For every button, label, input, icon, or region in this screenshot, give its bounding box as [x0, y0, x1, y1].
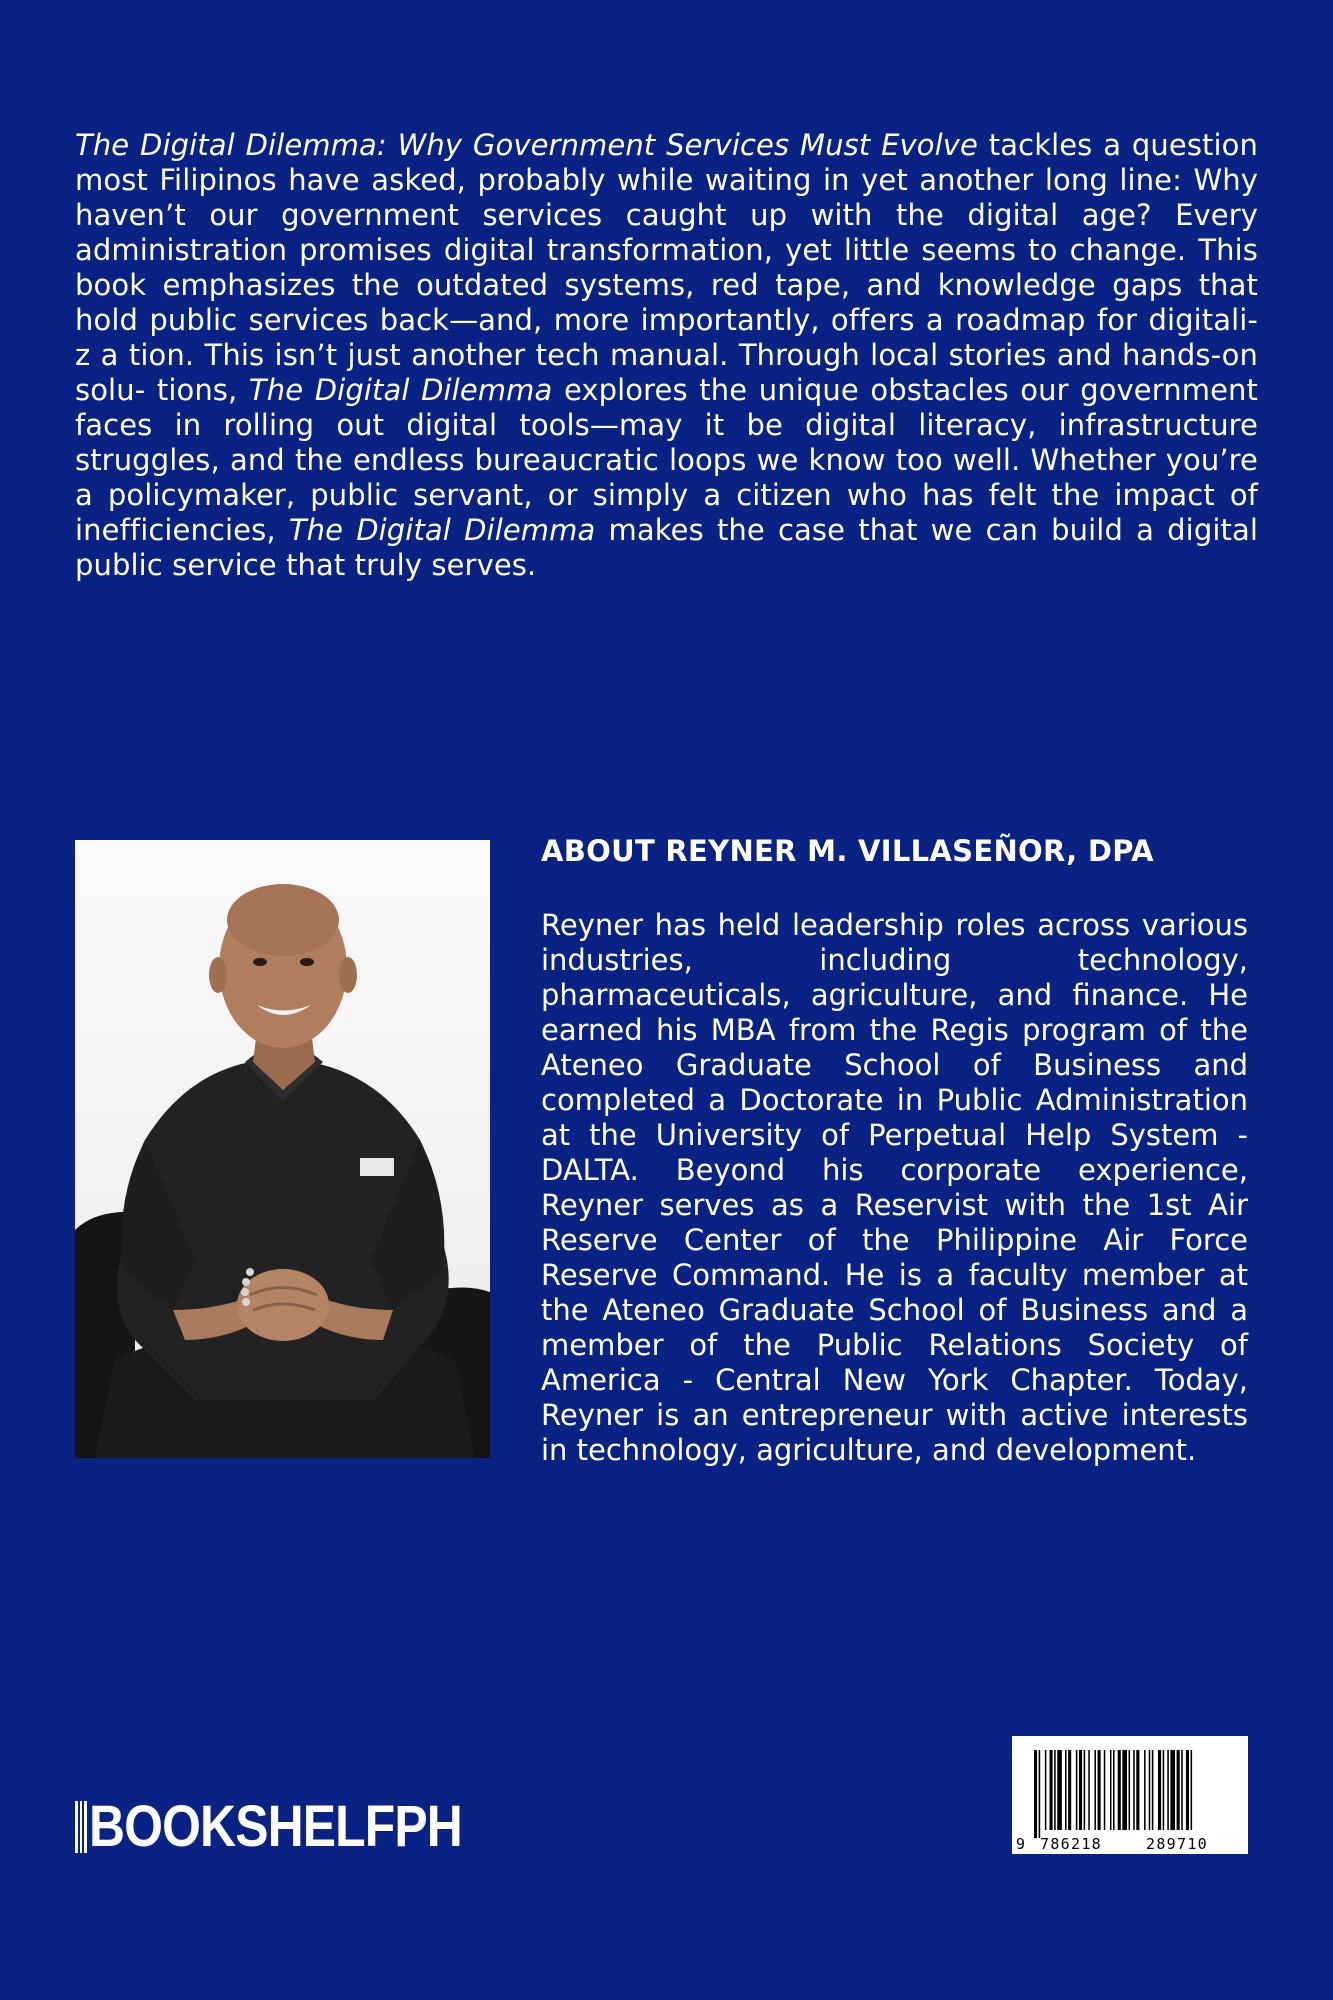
- isbn-barcode: [1012, 1736, 1248, 1854]
- book-spines-icon: [75, 1801, 87, 1853]
- barcode-bar: [1136, 1750, 1139, 1830]
- barcode-bar: [1034, 1750, 1037, 1838]
- barcode-bar: [1054, 1750, 1056, 1830]
- barcode-bar: [1110, 1750, 1112, 1830]
- blurb-text-part-1: tackles a question most Filipinos have asked, probably while waiting in yet another long line: Why haven’t our government services caught up with the digital age? Every administration promises digital transformation, yet little seems to change. This book emphasizes the outdated systems, red tape, and knowledge gaps that hold public services back—and, more importantly, offers a roadmap for digitali- z a tion. This isn’t just another tech manual. Through local stories and hands-on solu- tions,: [75, 128, 1258, 407]
- barcode-bar: [1050, 1750, 1053, 1830]
- barcode-bar: [1133, 1750, 1135, 1830]
- barcode-bar: [1098, 1750, 1101, 1830]
- blurb-book-title: The Digital Dilemma: Why Government Services Must Evolve: [75, 128, 978, 162]
- barcode-bar: [1129, 1750, 1131, 1830]
- barcode-digits-right: 289710: [1146, 1835, 1208, 1853]
- barcode-bar: [1068, 1750, 1071, 1830]
- barcode-bar: [1039, 1750, 1041, 1838]
- barcode-bar: [1163, 1750, 1165, 1830]
- barcode-bar: [1144, 1750, 1146, 1830]
- barcode-bar: [1057, 1750, 1062, 1830]
- publisher-logo-text: BOOKSHELFPH: [89, 1794, 462, 1859]
- barcode-bar: [1167, 1750, 1169, 1830]
- blurb-text-part-2: explores the unique obstacles our government faces in rolling out digital tools—may it be digital literacy, infrastructure struggles, and the endless bureaucratic loops we know too well. Whether you’re a policymaker, public servant, or simply a citizen who has felt the impact of inefficiencies,: [75, 373, 1258, 547]
- barcode-bar: [1104, 1750, 1106, 1830]
- author-portrait-icon: [75, 840, 490, 1458]
- author-bio: Reyner has held leadership roles across various industries, including technology, pharmaceuticals, agriculture, and finance. He earned his MBA from the Regis program of the Ateneo Graduate School of Business and completed a Doctorate in Public Administration at the University of Perpetual Help System - DALTA. Beyond his corporate experience, Reyner serves as a Reservist with the 1st Air Reserve Center of the Philippine Air Force Reserve Command. He is a faculty member at the Ateneo Graduate School of Business and a member of the Public Relations Society of America - Central New York Chapter. Today, Reyner is an entrepreneur with active interests in technology, agriculture, and development.: [541, 908, 1248, 1467]
- barcode-bar: [1079, 1750, 1082, 1830]
- author-photo: [75, 840, 490, 1458]
- blurb-book-title-short-2: The Digital Dilemma: [288, 513, 596, 547]
- barcode-bar: [1084, 1750, 1086, 1830]
- author-heading: ABOUT REYNER M. VILLASEÑOR, DPA: [541, 834, 1154, 868]
- barcode-bar: [1088, 1750, 1090, 1830]
- barcode-bar: [1149, 1750, 1151, 1830]
- barcode-digits-left: 786218: [1040, 1835, 1102, 1853]
- barcode-bar: [1186, 1750, 1189, 1830]
- barcode-bar: [1181, 1750, 1183, 1830]
- barcode-bar: [1076, 1750, 1078, 1830]
- barcode-bar: [1094, 1750, 1096, 1830]
- blurb-text-part-3: makes the case that we can build a digital public service that truly serves.: [75, 513, 1258, 582]
- barcode-bar: [1113, 1750, 1115, 1830]
- barcode-digit-first: 9: [1016, 1835, 1026, 1853]
- barcode-bar: [1118, 1750, 1121, 1830]
- barcode-bar: [1122, 1750, 1127, 1830]
- barcode-bar: [1170, 1750, 1175, 1830]
- book-blurb: [75, 128, 1258, 583]
- barcode-bar: [1158, 1750, 1161, 1830]
- blurb-book-title-short-1: The Digital Dilemma: [248, 373, 553, 407]
- barcode-bar: [1191, 1750, 1193, 1830]
- barcode-bar: [1065, 1750, 1067, 1830]
- barcode-bar: [1045, 1750, 1047, 1830]
- barcode-bar: [1177, 1750, 1180, 1830]
- barcode-bar: [1152, 1750, 1154, 1830]
- publisher-logo: [75, 1796, 523, 1858]
